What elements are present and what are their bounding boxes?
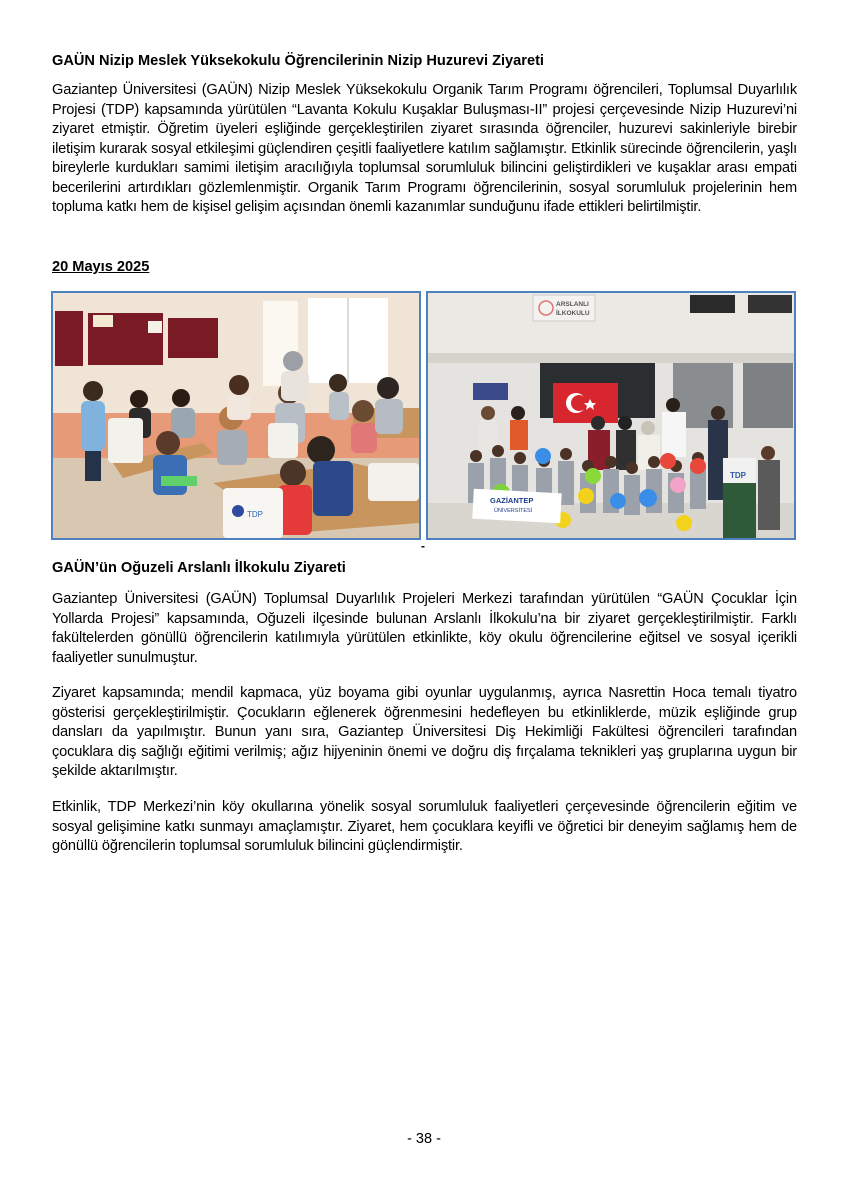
image-separator: - bbox=[421, 539, 425, 553]
section2-paragraph-1: Gaziantep Üniversitesi (GAÜN) Toplumsal Duyarlılık Projeleri Merkezi tarafından yürütülen “GAÜN Çocuklar İçin Yollarda Projesi” kapsamında, Oğuzeli ilçesinde bulunan Arslanlı İlkokulu’na bir ziyaret gerçekleştirilmiştir. Farklı fakültelerden gönüllü öğrencilerin katılımıyla yürütülen etkinlikte, köy okulu öğrencilerine eğitsel ve sosyal içerikli faaliyetler sunulmuştur. bbox=[52, 591, 797, 666]
event-date: 20 Mayıs 2025 bbox=[52, 259, 150, 275]
turkish-flag bbox=[553, 383, 618, 423]
classroom-photo bbox=[51, 291, 421, 540]
section1-paragraph: Gaziantep Üniversitesi (GAÜN) Nizip Meslek Yüksekokulu Organik Tarım Programı öğrencileri, Toplumsal Duyarlılık Projesi (TDP) kapsamında yürütülen “Lavanta Kokulu Kuşaklar Buluşması-II” projesi çerçevesinde Nizip Huzurevi’ni ziyaret etmiştir. Öğretim üyeleri eşliğinde gerçekleştirilen ziyaret sırasında öğrenciler, huzurevi sakinleriyle birebir iletişim kurarak sosyal etkileşimi güçlendiren çeşitli faaliyetlere katılım sağlamıştır. Etkinlik sürecinde öğrencilerin, yaşlı bireylerle kurdukları samimi iletişim aracılığıyla toplumsal sorumluluk bilincini geliştirdikleri ve kuşaklar arası empati becerilerini artırdıkları gözlemlenmiştir. Organik Tarım Programı öğrencilerinin, sosyal sorumluluk projelerinin hem topluma katkı hem de kişisel gelişim açısından önemli kazanımlar sunduğunu ifade ettikleri belirtilmiştir. bbox=[52, 82, 797, 215]
school-sign-line2: İLKOKULU bbox=[556, 310, 590, 317]
section1-heading: GAÜN Nizip Meslek Yüksekokulu Öğrencilerinin Nizip Huzurevi Ziyareti bbox=[52, 53, 544, 69]
classroom-photo-illustration bbox=[53, 293, 419, 538]
university-banner-line2: ÜNİVERSİTESİ bbox=[494, 508, 533, 514]
university-banner-line1: GAZİANTEP bbox=[490, 496, 534, 505]
section2-paragraph-3: Etkinlik, TDP Merkezi’nin köy okullarına yönelik sosyal sorumluluk faaliyetleri çerçevesinde öğrencilerin eğitim ve sosyal gelişimine katkı sunmayı amaçlamıştır. Ziyaret, hem çocuklara keyifli ve öğretici bir deneyim sağlamış hem de gönüllü öğrencilerin toplumsal sorumluluk bilincini güçlendirmiştir. bbox=[52, 799, 797, 854]
section2-paragraph-2: Ziyaret kapsamında; mendil kapmaca, yüz boyama gibi oyunlar uygulanmış, ayrıca Nasrettin Hoca temalı tiyatro gösterisi gerçekleştirilmiştir. Çocukların eğlenerek öğrenmesini hedefleyen bu etkinliklerde, müzik eşliğinde grup dansları da yapılmıştır. Bunun yanı sıra, Gaziantep Üniversitesi Diş Hekimliği Fakültesi öğrencileri tarafından çocuklara diş sağlığı eğitimi verilmiş; ağız hijyeninin önemi ve doğru diş fırçalama teknikleri yaş gruplarına uygun bir şekilde aktarılmıştır. bbox=[52, 685, 797, 779]
school-group-photo-illustration bbox=[428, 293, 794, 538]
bag-logo-text: TDP bbox=[247, 510, 263, 519]
school-group-photo bbox=[426, 291, 796, 540]
school-sign-line1: ARSLANLI bbox=[556, 301, 589, 308]
tdp-banner-text: TDP bbox=[730, 471, 746, 480]
page-number: - 38 - bbox=[407, 1131, 441, 1147]
section2-heading: GAÜN’ün Oğuzeli Arslanlı İlkokulu Ziyareti bbox=[52, 560, 346, 576]
